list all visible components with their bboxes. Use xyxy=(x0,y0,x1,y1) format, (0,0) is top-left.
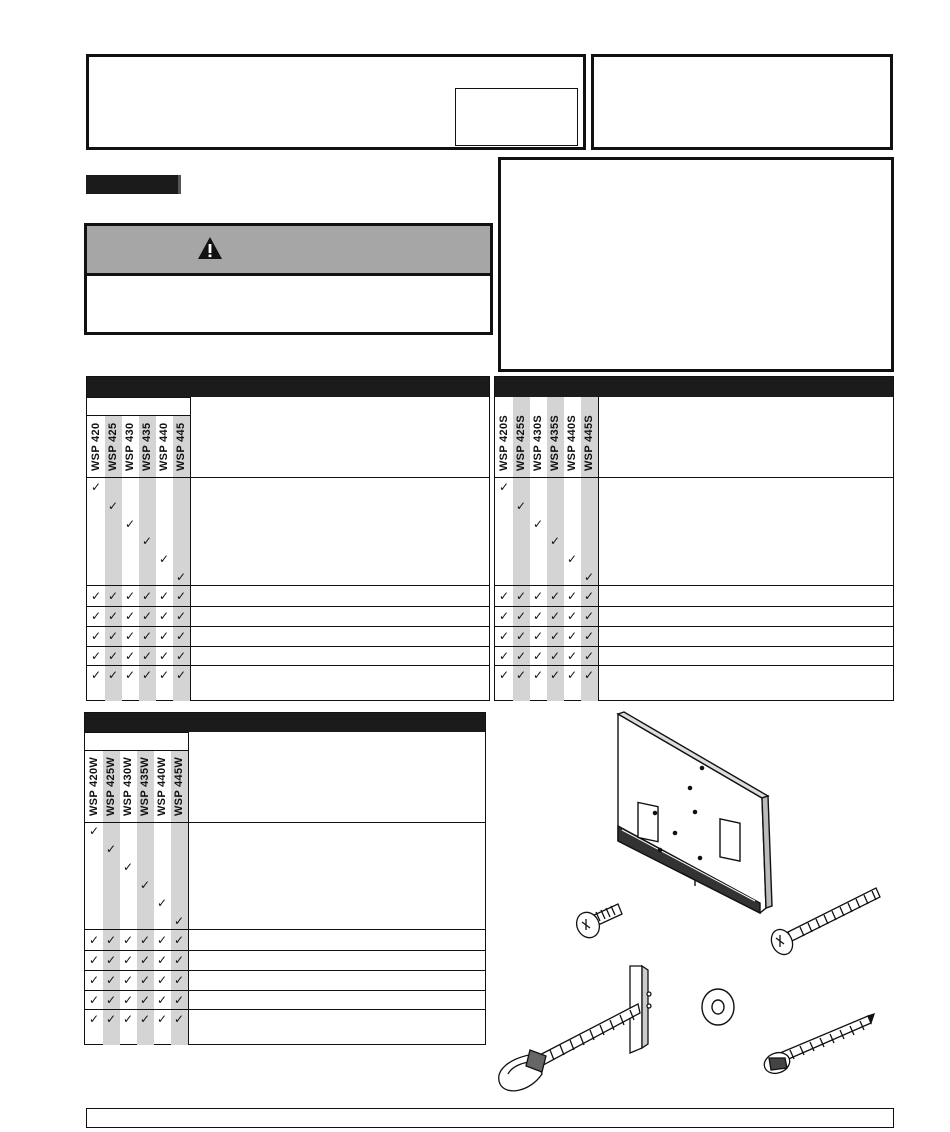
check-mark: ✓ xyxy=(106,953,117,967)
warning-box xyxy=(84,223,493,335)
check-mark: ✓ xyxy=(176,609,187,623)
divider xyxy=(85,929,485,930)
check-mark: ✓ xyxy=(499,629,510,643)
check-mark: ✓ xyxy=(533,517,544,531)
check-mark: ✓ xyxy=(125,629,136,643)
check-mark: ✓ xyxy=(516,589,527,603)
model-header-cell xyxy=(546,397,563,477)
check-mark: ✓ xyxy=(499,480,510,494)
divider xyxy=(495,646,893,647)
check-mark: ✓ xyxy=(106,1012,117,1026)
check-mark: ✓ xyxy=(174,933,185,947)
divider xyxy=(495,477,893,478)
check-mark: ✓ xyxy=(108,499,119,513)
check-mark: ✓ xyxy=(91,609,102,623)
check-mark: ✓ xyxy=(123,953,134,967)
check-mark: ✓ xyxy=(584,629,595,643)
check-mark: ✓ xyxy=(89,973,100,987)
check-mark: ✓ xyxy=(89,933,100,947)
model-header-cell xyxy=(138,415,155,477)
check-mark: ✓ xyxy=(106,933,117,947)
check-mark: ✓ xyxy=(140,933,151,947)
divider xyxy=(85,950,485,951)
model-header-cell xyxy=(155,415,172,477)
footer-box xyxy=(86,1108,894,1128)
model-label: WSP 420S xyxy=(497,414,510,471)
divider xyxy=(85,970,485,971)
divider xyxy=(87,477,489,478)
model-label: WSP 440S xyxy=(565,414,578,471)
check-mark: ✓ xyxy=(533,649,544,663)
check-mark: ✓ xyxy=(550,629,561,643)
lag-bolt-illustration xyxy=(761,1014,874,1077)
divider xyxy=(87,585,489,586)
check-mark: ✓ xyxy=(142,609,153,623)
divider xyxy=(87,626,489,627)
check-mark: ✓ xyxy=(123,933,134,947)
divider xyxy=(188,732,189,1045)
check-mark: ✓ xyxy=(125,589,136,603)
check-mark: ✓ xyxy=(125,609,136,623)
check-mark: ✓ xyxy=(550,589,561,603)
check-mark: ✓ xyxy=(174,1012,185,1026)
check-mark: ✓ xyxy=(123,973,134,987)
check-mark: ✓ xyxy=(584,668,595,682)
check-mark: ✓ xyxy=(108,668,119,682)
wall-plate-illustration xyxy=(618,712,772,913)
model-label: WSP 430S xyxy=(531,414,544,471)
check-mark: ✓ xyxy=(584,649,595,663)
warning-triangle-icon xyxy=(197,236,223,260)
check-mark: ✓ xyxy=(499,589,510,603)
check-mark: ✓ xyxy=(91,589,102,603)
divider xyxy=(85,1009,485,1010)
model-header-cell xyxy=(153,750,170,822)
washer-illustration xyxy=(702,989,734,1025)
check-mark: ✓ xyxy=(157,993,168,1007)
check-mark: ✓ xyxy=(499,649,510,663)
check-mark: ✓ xyxy=(140,953,151,967)
divider xyxy=(85,822,485,823)
check-mark: ✓ xyxy=(125,668,136,682)
model-header-cell xyxy=(136,750,153,822)
model-label: WSP 435 xyxy=(140,422,153,471)
model-header-cell xyxy=(104,415,121,477)
check-mark: ✓ xyxy=(550,668,561,682)
check-mark: ✓ xyxy=(123,1012,134,1026)
check-mark: ✓ xyxy=(91,629,102,643)
model-header-cell xyxy=(495,397,512,477)
divider xyxy=(495,585,893,586)
check-mark: ✓ xyxy=(550,649,561,663)
model-label: WSP 425S xyxy=(514,414,527,471)
divider xyxy=(495,626,893,627)
table-heading-bar xyxy=(495,377,893,397)
check-mark: ✓ xyxy=(567,589,578,603)
model-label: WSP 440 xyxy=(157,422,170,471)
check-mark: ✓ xyxy=(125,649,136,663)
model-label: WSP 420 xyxy=(89,422,102,471)
check-mark: ✓ xyxy=(106,973,117,987)
check-mark: ✓ xyxy=(516,609,527,623)
model-header-cell xyxy=(119,750,136,822)
check-mark: ✓ xyxy=(157,933,168,947)
check-mark: ✓ xyxy=(176,570,187,584)
model-label: WSP 435W xyxy=(138,756,151,816)
model-header-cell xyxy=(102,750,119,822)
divider xyxy=(87,665,489,666)
check-mark: ✓ xyxy=(108,589,119,603)
check-mark: ✓ xyxy=(157,896,168,910)
check-mark: ✓ xyxy=(499,609,510,623)
toggle-bolt-illustration xyxy=(499,966,651,1091)
check-mark: ✓ xyxy=(533,609,544,623)
check-mark: ✓ xyxy=(499,668,510,682)
model-table-white xyxy=(84,712,486,1045)
model-table-standard xyxy=(86,376,490,701)
check-mark: ✓ xyxy=(516,649,527,663)
model-header-cell xyxy=(529,397,546,477)
divider xyxy=(85,990,485,991)
check-mark: ✓ xyxy=(533,668,544,682)
table-heading-bar xyxy=(87,377,489,397)
check-mark: ✓ xyxy=(567,668,578,682)
check-mark: ✓ xyxy=(159,649,170,663)
check-mark: ✓ xyxy=(157,1012,168,1026)
check-mark: ✓ xyxy=(176,668,187,682)
model-header-cell xyxy=(87,415,104,477)
model-header-cell xyxy=(85,750,102,822)
divider xyxy=(495,606,893,607)
check-mark: ✓ xyxy=(584,570,595,584)
header-box xyxy=(86,54,586,150)
divider xyxy=(87,646,489,647)
check-mark: ✓ xyxy=(142,649,153,663)
model-label: WSP 445 xyxy=(174,422,187,471)
check-mark: ✓ xyxy=(516,629,527,643)
model-label: WSP 425 xyxy=(106,422,119,471)
check-mark: ✓ xyxy=(91,649,102,663)
check-mark: ✓ xyxy=(533,589,544,603)
model-label: WSP 430 xyxy=(123,422,136,471)
model-label: WSP 425W xyxy=(104,756,117,816)
model-box xyxy=(455,88,578,146)
check-mark: ✓ xyxy=(516,499,527,513)
check-mark: ✓ xyxy=(142,668,153,682)
check-mark: ✓ xyxy=(108,609,119,623)
check-mark: ✓ xyxy=(140,878,151,892)
check-mark: ✓ xyxy=(550,534,561,548)
check-mark: ✓ xyxy=(174,914,185,928)
warning-header xyxy=(87,226,490,276)
model-header-cell xyxy=(580,397,597,477)
check-mark: ✓ xyxy=(159,668,170,682)
check-mark: ✓ xyxy=(174,953,185,967)
check-mark: ✓ xyxy=(125,517,136,531)
check-mark: ✓ xyxy=(89,824,100,838)
check-mark: ✓ xyxy=(174,973,185,987)
model-label: WSP 430W xyxy=(121,756,134,816)
parts-illustration xyxy=(490,708,900,1103)
header-right-box xyxy=(591,54,893,150)
model-label: WSP 420W xyxy=(87,756,100,816)
check-mark: ✓ xyxy=(176,629,187,643)
check-mark: ✓ xyxy=(142,589,153,603)
check-mark: ✓ xyxy=(91,480,102,494)
long-screw-illustration xyxy=(767,888,880,958)
check-mark: ✓ xyxy=(108,629,119,643)
label-tab xyxy=(86,175,181,194)
model-label: WSP 435S xyxy=(548,414,561,471)
check-mark: ✓ xyxy=(91,668,102,682)
check-mark: ✓ xyxy=(142,629,153,643)
check-mark: ✓ xyxy=(140,1012,151,1026)
check-mark: ✓ xyxy=(567,552,578,566)
check-mark: ✓ xyxy=(159,609,170,623)
check-mark: ✓ xyxy=(516,668,527,682)
info-box xyxy=(498,157,894,372)
model-header-cell xyxy=(172,415,189,477)
check-mark: ✓ xyxy=(106,842,117,856)
check-mark: ✓ xyxy=(174,993,185,1007)
divider xyxy=(85,732,188,733)
model-label: WSP 445W xyxy=(172,756,185,816)
check-mark: ✓ xyxy=(157,953,168,967)
check-mark: ✓ xyxy=(176,589,187,603)
check-mark: ✓ xyxy=(123,993,134,1007)
divider xyxy=(598,397,599,701)
check-mark: ✓ xyxy=(584,609,595,623)
table-heading-bar xyxy=(85,713,485,732)
divider xyxy=(87,606,489,607)
check-mark: ✓ xyxy=(159,629,170,643)
model-label: WSP 440W xyxy=(155,756,168,816)
check-mark: ✓ xyxy=(89,953,100,967)
check-mark: ✓ xyxy=(567,629,578,643)
check-mark: ✓ xyxy=(550,609,561,623)
check-mark: ✓ xyxy=(159,589,170,603)
model-header-cell xyxy=(512,397,529,477)
divider xyxy=(87,397,190,398)
check-mark: ✓ xyxy=(108,649,119,663)
model-header-cell xyxy=(170,750,187,822)
model-label: WSP 445S xyxy=(582,414,595,471)
check-mark: ✓ xyxy=(157,973,168,987)
check-mark: ✓ xyxy=(584,589,595,603)
check-mark: ✓ xyxy=(89,993,100,1007)
model-table-silver xyxy=(494,376,894,701)
divider xyxy=(190,397,191,701)
model-header-cell xyxy=(563,397,580,477)
check-mark: ✓ xyxy=(142,534,153,548)
check-mark: ✓ xyxy=(567,609,578,623)
check-mark: ✓ xyxy=(106,993,117,1007)
check-mark: ✓ xyxy=(140,973,151,987)
check-mark: ✓ xyxy=(176,649,187,663)
check-mark: ✓ xyxy=(89,1012,100,1026)
divider xyxy=(495,665,893,666)
short-screw-illustration xyxy=(573,904,622,941)
model-header-cell xyxy=(121,415,138,477)
check-mark: ✓ xyxy=(533,629,544,643)
check-mark: ✓ xyxy=(123,860,134,874)
check-mark: ✓ xyxy=(159,552,170,566)
check-mark: ✓ xyxy=(140,993,151,1007)
check-mark: ✓ xyxy=(567,649,578,663)
